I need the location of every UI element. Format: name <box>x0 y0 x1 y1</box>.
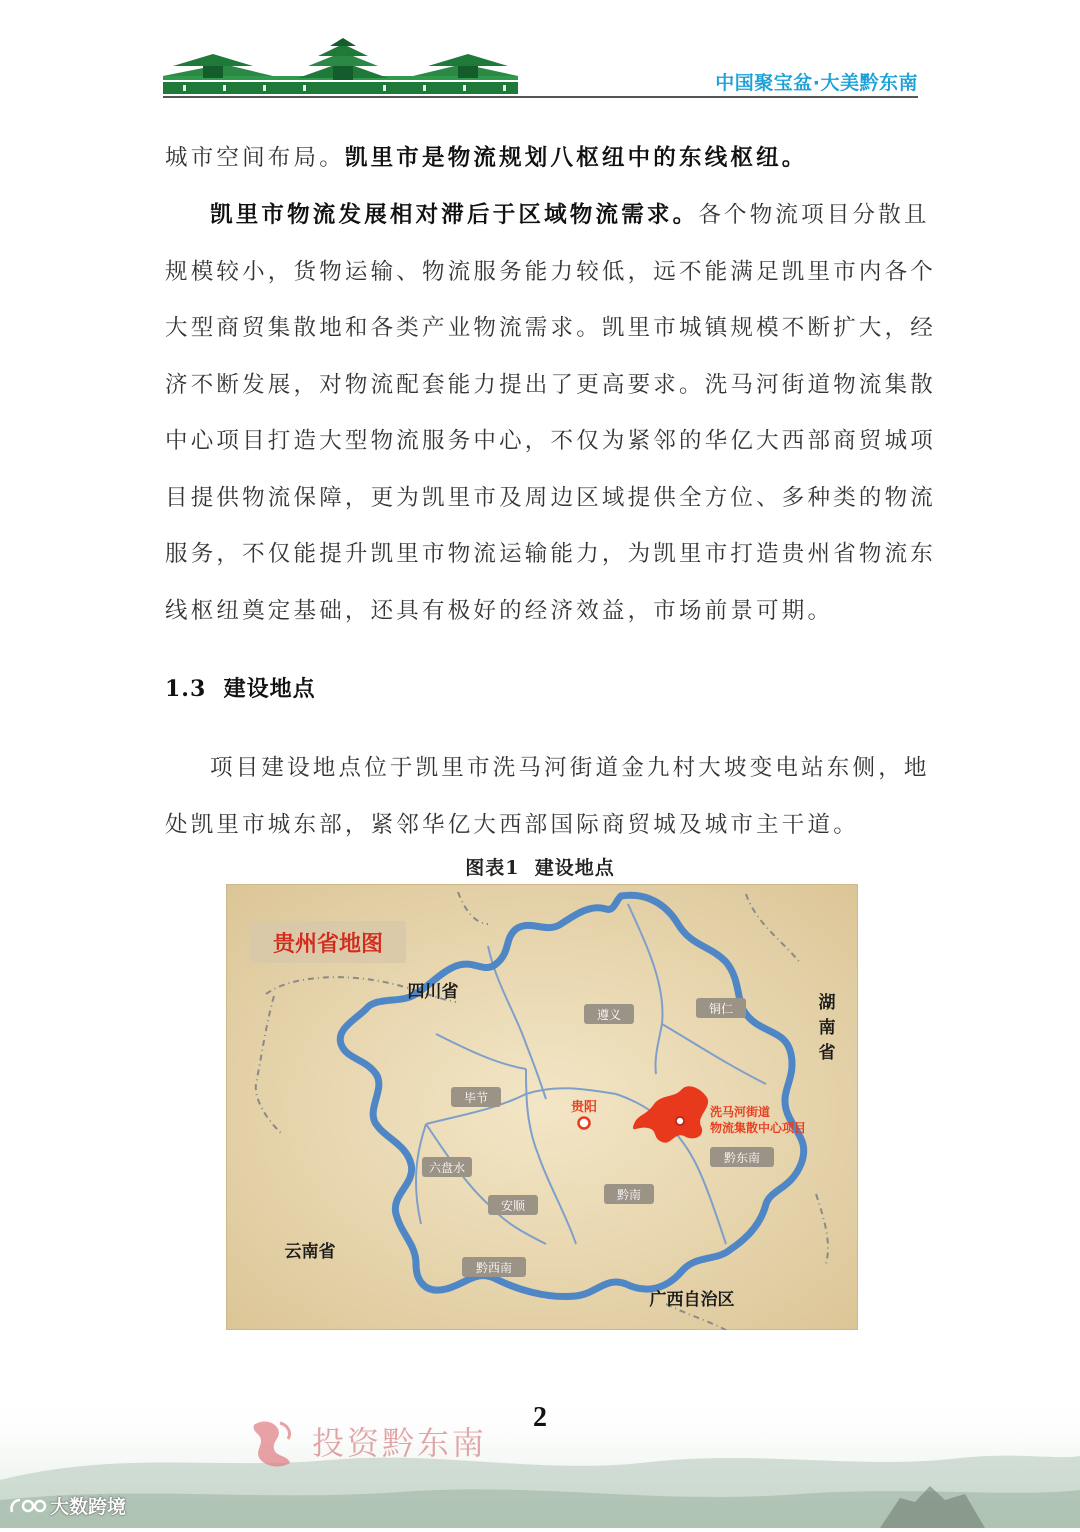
paragraph-2-line: 目提供物流保障，更为凯里市及周边区域提供全方位、多种类的物流 <box>165 484 937 511</box>
region-qiannan: 黔南 <box>616 1188 642 1202</box>
caption-number: 1 <box>505 857 520 879</box>
paragraph-3 <box>165 740 930 853</box>
header-divider <box>163 96 918 98</box>
guizhou-map <box>226 884 858 1330</box>
capital-marker <box>579 1118 590 1129</box>
neighbor-label-yunnan: 云南省 <box>284 1242 336 1262</box>
footer-brand: 投资黔东南 <box>312 1424 488 1462</box>
paragraph-2-line: 中心项目打造大型物流服务中心，不仅为紧邻的华亿大西部商贸城项 <box>165 428 937 454</box>
region-tongren: 铜仁 <box>708 1002 734 1016</box>
neighbor-label-hunan-3: 省 <box>818 1043 836 1063</box>
neighbor-label-hunan-2: 南 <box>818 1018 836 1038</box>
neighbor-label-hunan-1: 湖 <box>818 993 836 1013</box>
paragraph-2-line: 服务，不仅能提升凯里市物流运输能力，为凯里市打造贵州省物流东 <box>165 541 937 567</box>
section-heading <box>165 672 316 703</box>
watermark <box>8 1492 126 1519</box>
map-title: 贵州省地图 <box>272 932 384 957</box>
section-title: 建设地点 <box>223 676 316 702</box>
paragraph-2-text: 各个物流项目分散且 <box>698 202 930 228</box>
figure-caption <box>0 853 1080 880</box>
paragraph-2-line: 线枢纽奠定基础，还具有极好的经济效益，市场前景可期。 <box>165 597 834 624</box>
region-bijie: 毕节 <box>463 1091 489 1105</box>
page-header <box>163 36 918 100</box>
paragraph-1 <box>165 130 917 187</box>
paragraph-3-line: 处凯里市城东部，紧邻华亿大西部国际商贸城及城市主干道。 <box>165 811 859 838</box>
section-number: 1.3 <box>165 676 207 702</box>
region-qiandongnan: 黔东南 <box>723 1151 761 1165</box>
paragraph-2-line: 规模较小，货物运输、物流服务能力较低，远不能满足凯里市内各个 <box>165 258 937 285</box>
project-label-2: 物流集散中心项目 <box>710 1121 807 1135</box>
paragraph-2 <box>165 187 937 639</box>
paragraph-2-line: 大型商贸集散地和各类产业物流需求。凯里市城镇规模不断扩大，经 <box>165 315 937 341</box>
caption-title: 建设地点 <box>534 857 615 879</box>
neighbor-label-guangxi: 广西自治区 <box>649 1290 735 1310</box>
project-marker <box>676 1117 684 1125</box>
watermark-logo-icon <box>8 1496 50 1516</box>
region-qianxinan: 黔西南 <box>475 1261 513 1275</box>
paragraph-2-line: 济不断发展，对物流配套能力提出了更高要求。洗马河街道物流集散 <box>165 371 937 398</box>
paragraph-2-bold: 凯里市物流发展相对滞后于区域物流需求。 <box>210 202 699 228</box>
paragraph-1-bold: 凯里市是物流规划八枢纽中的东线枢纽。 <box>344 145 808 171</box>
capital-label: 贵阳 <box>570 1100 598 1115</box>
neighbor-label-sichuan: 四川省 <box>407 982 459 1002</box>
caption-prefix: 图表 <box>465 857 506 879</box>
region-anshun: 安顺 <box>500 1199 526 1213</box>
header-title: 中国聚宝盆·大美黔东南 <box>715 72 918 94</box>
pagoda-bridge-logo <box>163 36 523 98</box>
paragraph-2-line <box>165 187 930 244</box>
region-zunyi: 遵义 <box>596 1008 622 1022</box>
paragraph-3-line: 项目建设地点位于凯里市洗马河街道金九村大坡变电站东侧，地 <box>210 755 930 781</box>
region-liupanshui: 六盘水 <box>428 1161 466 1175</box>
watermark-text: 大数跨境 <box>50 1496 127 1518</box>
page-number: 2 <box>533 1402 547 1433</box>
paragraph-1-text: 城市空间布局。 <box>165 145 345 171</box>
project-label-1: 洗马河街道 <box>710 1105 771 1119</box>
